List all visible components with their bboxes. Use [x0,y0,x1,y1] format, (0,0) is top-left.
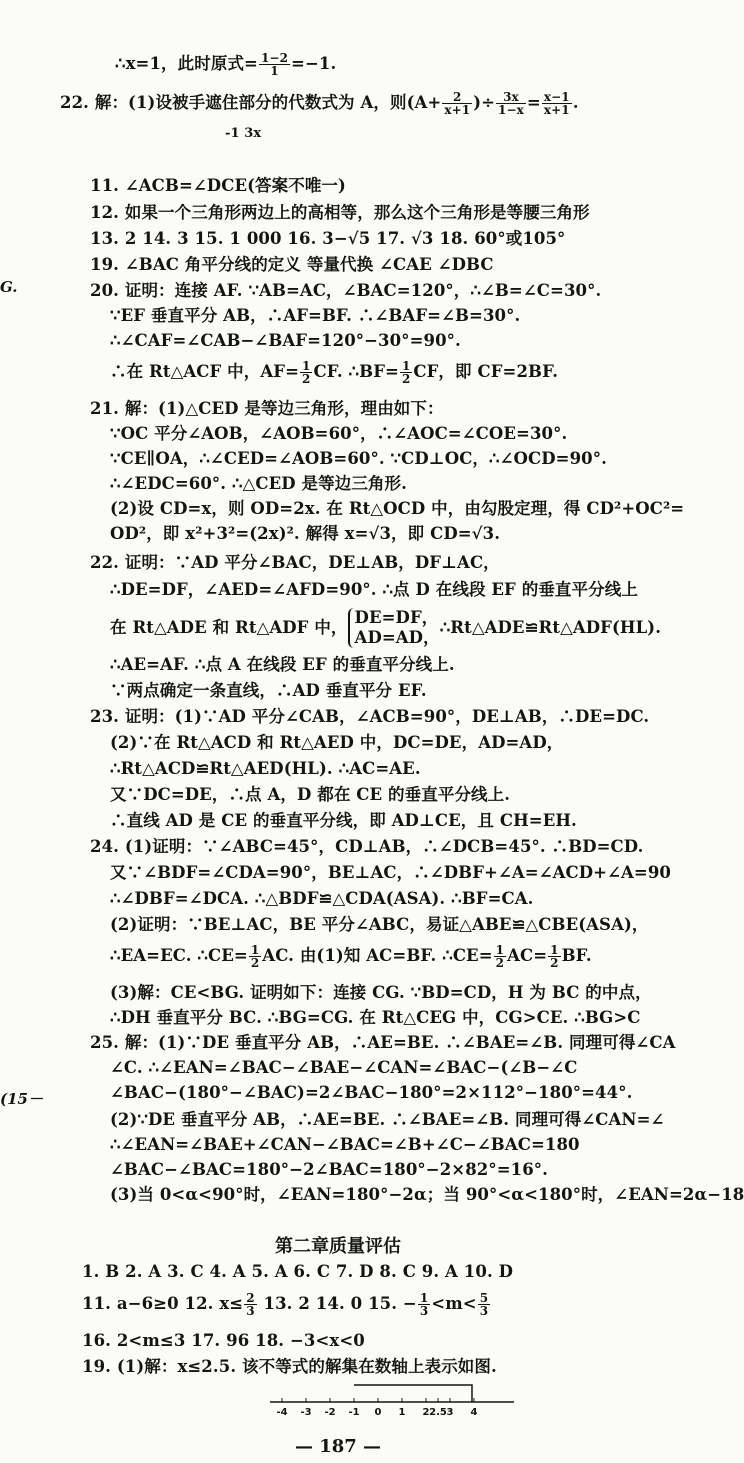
answer-24-line: 24. (1)证明：∵∠ABC=45°，CD⊥AB，∴∠DCB=45°. ∴BD=CD. [90,837,644,856]
number-line-label: 2.5 [429,1407,447,1418]
answer-21-line: (2)设 CD=x，则 OD=2x. 在 Rt△OCD 中，由勾股定理，得 CD²+OC²= [110,499,685,518]
answer-24-line: (2)证明：∵BE⊥AC，BE 平分∠ABC，易证△ABE≌△CBE(ASA)， [110,915,649,934]
margin-mark-top: G. [0,278,18,296]
number-line-label: -3 [300,1407,312,1418]
answer-24-line: ∴DH 垂直平分 BC. ∴BG=CG. 在 Rt△CEG 中，CG>CE. ∴BG>C [110,1008,641,1027]
answer-19: 19. ∠BAC 角平分线的定义 等量代换 ∠CAE ∠DBC [90,255,494,274]
fraction: $\frac{1}{2}$ [401,359,411,386]
number-line-label: 2 [422,1407,430,1418]
text-line: ∴x=1，此时原式= $\frac{1-2}{1}$ =−1. [115,51,337,78]
number-line [262,1380,522,1420]
answer-24-line: (3)解：CE<BG. 证明如下：连接 CG. ∵BD=CD，H 为 BC 的中点， [110,983,652,1002]
fraction: $\frac{1}{2}$ [550,943,559,970]
answer-21-line: 21. 解：(1)△CED 是等边三角形，理由如下： [90,399,444,418]
answer-21-line: OD²，即 x²+3²=(2x)². 解得 x=√3，即 CD=√3. [110,524,501,543]
chapter-answers-16-18: 16. 2<m≤3 17. 96 18. −3<x<0 [82,1331,365,1350]
answer-25-line: (2)∵DE 垂直平分 AB，∴AE=BE. ∴∠BAE=∠B. 同理可得∠CAN=∠ [110,1110,665,1129]
number-line-label: -4 [276,1407,288,1418]
answer-23-line: ∴直线 AD 是 CE 的垂直平分线，即 AD⊥CE，且 CH=EH. [110,811,577,830]
answer-24-line: 又∵∠BDF=∠CDA=90°，BE⊥AC，∴∠DBF+∠A=∠ACD+∠A=90 [110,863,671,882]
number-line-label: 0 [374,1407,382,1418]
answer-25-line: ∠C. ∴∠EAN=∠BAC−∠BAE−∠CAN=∠BAC−(∠B−∠C [110,1058,578,1077]
brace-system: DE=DF， AD=AD， [348,608,440,648]
answer-23-line: 23. 证明：(1)∵AD 平分∠CAB，∠ACB=90°，DE⊥AB，∴DE=DC. [90,707,650,726]
margin-mark-bottom: (15－ [0,1090,43,1108]
fraction: $\frac{x-1}{x+1}$ [543,90,570,117]
number-line-label: 4 [470,1407,478,1418]
fraction: $\frac{1}{2}$ [495,943,505,970]
fraction: $\frac{2}{3}$ [246,1291,255,1318]
answer-22-line: ∴DE=DF，∠AED=∠AFD=90°. ∴点 D 在线段 EF 的垂直平分线上 [110,580,638,599]
answer-25-line: 25. 解：(1)∵DE 垂直平分 AB，∴AE=BE. ∴∠BAE=∠B. 同理可得∠CA [90,1033,676,1052]
answer-23-line: 又∵DC=DE，∴点 A，D 都在 CE 的垂直平分线上. [110,785,511,804]
answer-20-line: 20. 证明：连接 AF. ∵AB=AC，∠BAC=120°，∴∠B=∠C=30°. [90,281,602,300]
answer-21-line: ∵OC 平分∠AOB，∠AOB=60°，∴∠AOC=∠COE=30°. [110,424,568,443]
answer-24-line: ∴EA=EC. ∴CE= $\frac{1}{2}$ AC. 由(1)知 AC=BF. ∴CE= $\frac{1}{2}$ AC= $\frac{1}{2}$ BF. [110,943,592,970]
answer-20-line: ∴∠CAF=∠CAB−∠BAF=120°−30°=90°. [110,331,461,350]
number-line-label: -1 [348,1407,360,1418]
chapter-answers-11-15: 11. a−6≥0 12. x≤ $\frac{2}{3}$ 13. 2 14. 0 15. − $\frac{1}{3}$ <m< $\frac{5}{3}$ [82,1291,489,1318]
answer-25-line: ∠BAC−∠BAC=180°−2∠BAC=180°−2×82°=16°. [110,1160,549,1179]
fraction: $\frac{5}{3}$ [479,1291,489,1318]
answer-21-line: ∴∠EDC=60°. ∴△CED 是等边三角形. [110,474,407,493]
answer-25-line: (3)当 0<α<90°时，∠EAN=180°−2α；当 90°<α<180°时，∠EAN=2α−18 [110,1185,744,1204]
answer-20-line: ∵EF 垂直平分 AB，∴AF=BF. ∴∠BAF=∠B=30°. [110,306,521,325]
chapter-answer-19: 19. (1)解：x≤2.5. 该不等式的解集在数轴上表示如图. [82,1357,497,1376]
chapter-title: 第二章质量评估 [275,1236,401,1257]
number-line-label: 3 [446,1407,454,1418]
answer-20-line: ∴在 Rt△ACF 中，AF= $\frac{1}{2}$ CF. ∴BF= $\frac{1}{2}$ CF，即 CF=2BF. [110,359,559,386]
number-line-label: 1 [398,1407,406,1418]
answer-11: 11. ∠ACB=∠DCE(答案不唯一) [90,176,346,195]
fraction: $\frac{1}{2}$ [250,943,260,970]
answer-24-line: ∴∠DBF=∠DCA. ∴△BDF≌△CDA(ASA). ∴BF=CA. [110,889,534,908]
answer-22-line: 22. 证明：∵AD 平分∠BAC，DE⊥AB，DF⊥AC， [90,553,500,572]
page-number: — 187 — [294,1436,382,1457]
answer-22-line: ∵两点确定一条直线，∴AD 垂直平分 EF. [110,681,427,700]
fraction: $\frac{2}{x+1}$ [444,90,471,117]
answer-23-line: (2)∵在 Rt△ACD 和 Rt△AED 中，DC=DE，AD=AD， [110,733,564,752]
chapter-answers-1-10: 1. B 2. A 3. C 4. A 5. A 6. C 7. D 8. C 9. A 10. D [82,1262,514,1281]
answer-25-line: ∠BAC−(180°−∠BAC)=2∠BAC−180°=2×112°−180°=44°. [110,1083,633,1102]
number-line-label: -2 [324,1407,336,1418]
answer-23-line: ∴Rt△ACD≌Rt△AED(HL). ∴AC=AE. [110,759,421,778]
fraction: $\frac{3x}{1-x}$ [498,90,524,117]
answer-21-line: ∵CE∥OA，∴∠CED=∠AOB=60°. ∵CD⊥OC，∴∠OCD=90°. [110,449,607,468]
fraction: $\frac{1}{2}$ [302,359,311,386]
answer-25-line: ∴∠EAN=∠BAE+∠CAN−∠BAC=∠B+∠C−∠BAC=180 [110,1135,580,1154]
answer-22-line: ∴AE=AF. ∴点 A 在线段 EF 的垂直平分线上. [110,655,455,674]
fraction: $\frac{1-2}{1}$ [260,51,289,78]
answer-12: 12. 如果一个三角形两边上的高相等，那么这个三角形是等腰三角形 [90,203,590,222]
answer-13-18: 13. 2 14. 3 15. 1 000 16. 3−√5 17. √3 18. 60°或105° [90,229,566,248]
text-line: 22. 解：(1)设被手遮住部分的代数式为 A，则(A+ $\frac{2}{x+1}$ )÷ $\frac{3x}{1-x}$ = $\frac{x-1}{x+1}$ . [60,90,579,117]
fraction: $\frac{1}{3}$ [419,1291,429,1318]
answer-22-line: 在 Rt△ADE 和 Rt△ADF 中， DE=DF， AD=AD， ∴Rt△ADE≌Rt△ADF(HL). [110,608,662,647]
text-line-cut: -1 3x [225,126,262,141]
